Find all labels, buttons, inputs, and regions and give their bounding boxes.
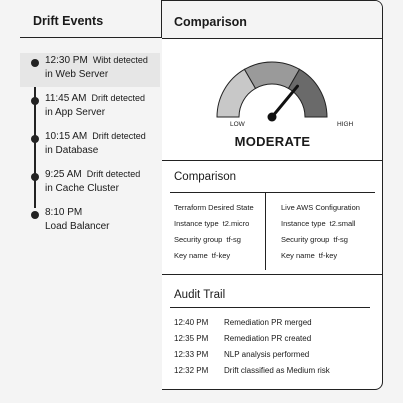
config-key: Key name	[174, 251, 208, 260]
event-target: in Cache Cluster	[45, 183, 119, 194]
config-value: tf-sg	[333, 235, 348, 244]
config-row	[281, 248, 360, 264]
divider	[170, 192, 375, 193]
live-config-column	[281, 200, 360, 264]
event-target: Load Balancer	[45, 221, 110, 232]
risk-level-status: MODERATE	[234, 134, 311, 149]
risk-gauge	[162, 39, 383, 161]
state-comparison	[162, 161, 383, 275]
event-target: in Web Server	[45, 69, 109, 80]
config-key: Security group	[174, 235, 223, 244]
drift-event-item[interactable]	[20, 205, 160, 239]
comparison-panel	[162, 0, 383, 390]
audit-time: 12:35 PM	[174, 334, 209, 343]
terraform-state-header: Terraform Desired State	[174, 203, 254, 212]
divider	[170, 307, 370, 308]
timeline-dot-icon	[31, 173, 39, 181]
config-key: Security group	[281, 235, 330, 244]
audit-row	[174, 315, 330, 331]
event-desc: Drift detected	[86, 169, 141, 179]
audit-text: Remediation PR created	[224, 334, 312, 343]
config-key: Instance type	[174, 219, 219, 228]
event-time: 8:10 PM	[45, 207, 83, 218]
gauge-hub	[268, 113, 277, 122]
audit-trail	[162, 275, 383, 390]
gauge-needle	[272, 86, 297, 117]
drift-timeline	[20, 38, 162, 390]
config-key: Instance type	[281, 219, 326, 228]
audit-text: NLP analysis performed	[224, 350, 310, 359]
config-row	[174, 216, 254, 232]
audit-row	[174, 331, 330, 347]
audit-list	[174, 315, 330, 379]
drift-event-item[interactable]	[20, 167, 160, 201]
audit-time: 12:33 PM	[174, 350, 209, 359]
config-value: tf-sg	[226, 235, 241, 244]
event-time: 10:15 AM	[45, 131, 88, 142]
config-row	[281, 216, 360, 232]
event-desc: Drift detected	[92, 131, 146, 141]
comparison-title: Comparison	[162, 1, 382, 39]
drift-events-panel	[20, 0, 162, 390]
drift-event-item[interactable]	[20, 91, 160, 125]
gauge-low-label: LOW	[230, 121, 245, 128]
audit-time: 12:40 PM	[174, 318, 209, 327]
audit-text: Remediation PR merged	[224, 318, 312, 327]
drift-event-item[interactable]	[20, 53, 160, 87]
terraform-state-column	[174, 200, 254, 264]
config-value: t2.small	[329, 219, 356, 228]
config-value: t2.micro	[222, 219, 250, 228]
audit-trail-title: Audit Trail	[174, 289, 226, 301]
audit-text: Drift classified as Medium risk	[224, 366, 330, 375]
timeline-dot-icon	[31, 97, 39, 105]
dashboard-frame	[20, 0, 383, 390]
audit-row	[174, 347, 330, 363]
drift-events-title: Drift Events	[20, 0, 161, 38]
timeline-dot-icon	[31, 59, 39, 67]
live-config-header: Live AWS Configuration	[281, 203, 360, 212]
config-row	[281, 232, 360, 248]
column-divider	[265, 192, 266, 270]
event-time: 11:45 AM	[45, 93, 87, 104]
event-time: 9:25 AM	[45, 169, 82, 180]
event-target: in App Server	[45, 107, 106, 118]
event-time: 12:30 PM	[45, 55, 88, 66]
event-desc: Drift detected	[91, 93, 146, 103]
config-value: tf-key	[318, 251, 338, 260]
timeline-dot-icon	[31, 135, 39, 143]
config-row	[174, 248, 254, 264]
config-key: Key name	[281, 251, 315, 260]
event-desc: Wibt detected	[92, 55, 148, 65]
drift-event-item[interactable]	[20, 129, 160, 163]
config-value: tf-key	[211, 251, 231, 260]
config-row	[174, 232, 254, 248]
audit-row	[174, 363, 330, 379]
event-target: in Database	[45, 145, 99, 156]
comparison-section-title: Comparison	[174, 171, 236, 183]
audit-time: 12:32 PM	[174, 366, 209, 375]
gauge-high-label: HIGH	[337, 121, 354, 128]
timeline-dot-icon	[31, 211, 39, 219]
